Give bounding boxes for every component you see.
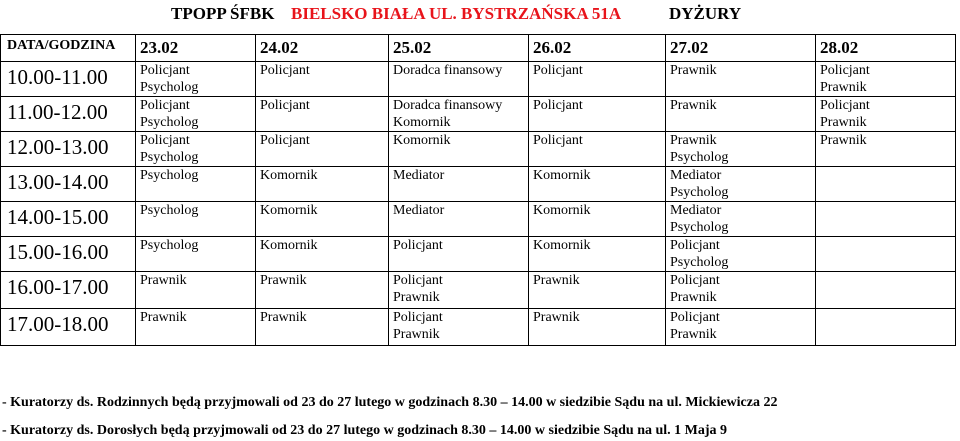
specialist-entry: Policjant bbox=[670, 310, 720, 325]
specialist-entry: Mediator bbox=[393, 203, 445, 218]
specialist-entry: Psycholog bbox=[670, 255, 729, 270]
specialist-entry: Prawnik bbox=[670, 63, 717, 78]
specialist-entry: Policjant bbox=[140, 63, 190, 78]
schedule-cell bbox=[816, 132, 956, 167]
schedule-cell bbox=[136, 309, 256, 346]
specialist-entry: Komornik bbox=[260, 238, 318, 253]
schedule-cell bbox=[256, 97, 389, 132]
schedule-cell bbox=[136, 62, 256, 97]
schedule-cell bbox=[529, 132, 666, 167]
schedule-cell bbox=[816, 202, 956, 237]
specialist-entry: Policjant bbox=[260, 98, 310, 113]
specialist-entry: Komornik bbox=[533, 238, 591, 253]
table-row bbox=[1, 62, 956, 97]
specialist-entry: Psycholog bbox=[670, 220, 729, 235]
table-row bbox=[1, 97, 956, 132]
schedule-cell bbox=[816, 62, 956, 97]
schedule-cell bbox=[816, 272, 956, 309]
specialist-entry: Prawnik bbox=[820, 80, 867, 95]
time-slot: 13.00-14.00 bbox=[1, 167, 136, 202]
specialist-entry: Psycholog bbox=[140, 80, 199, 95]
date-header: 23.02 bbox=[136, 35, 256, 62]
schedule-cell bbox=[529, 62, 666, 97]
schedule-cell bbox=[529, 202, 666, 237]
schedule-cell bbox=[389, 202, 529, 237]
schedule-cell bbox=[136, 237, 256, 272]
specialist-entry: Prawnik bbox=[393, 290, 440, 305]
specialist-entry: Mediator bbox=[393, 168, 445, 183]
schedule-cell bbox=[256, 132, 389, 167]
specialist-entry: Policjant bbox=[393, 310, 443, 325]
specialist-entry: Policjant bbox=[533, 63, 583, 78]
schedule-cell bbox=[136, 167, 256, 202]
specialist-entry: Policjant bbox=[260, 63, 310, 78]
specialist-entry: Prawnik bbox=[670, 133, 717, 148]
table-row bbox=[1, 237, 956, 272]
schedule-cell bbox=[389, 167, 529, 202]
specialist-entry: Psycholog bbox=[140, 238, 199, 253]
specialist-entry: Mediator bbox=[670, 203, 722, 218]
date-header: 26.02 bbox=[529, 35, 666, 62]
table-row bbox=[1, 272, 956, 309]
schedule-cell bbox=[256, 62, 389, 97]
time-slot: 10.00-11.00 bbox=[1, 62, 136, 97]
table-header-row bbox=[1, 35, 956, 62]
specialist-entry: Komornik bbox=[393, 115, 451, 130]
specialist-entry: Prawnik bbox=[140, 273, 187, 288]
schedule-table bbox=[0, 34, 956, 346]
schedule-cell bbox=[136, 272, 256, 309]
schedule-cell bbox=[389, 62, 529, 97]
schedule-cell bbox=[389, 272, 529, 309]
schedule-cell bbox=[529, 167, 666, 202]
specialist-entry: Policjant bbox=[393, 238, 443, 253]
schedule-cell bbox=[256, 202, 389, 237]
schedule-cell bbox=[816, 97, 956, 132]
schedule-cell bbox=[816, 237, 956, 272]
specialist-entry: Prawnik bbox=[140, 310, 187, 325]
specialist-entry: Prawnik bbox=[533, 310, 580, 325]
schedule-cell bbox=[136, 132, 256, 167]
corner-label: DATA/GODZINA bbox=[1, 35, 136, 62]
date-header: 28.02 bbox=[816, 35, 956, 62]
specialist-entry: Psycholog bbox=[670, 185, 729, 200]
specialist-entry: Doradca finansowy bbox=[393, 63, 503, 78]
schedule-cell bbox=[389, 309, 529, 346]
table-row bbox=[1, 132, 956, 167]
time-slot: 15.00-16.00 bbox=[1, 237, 136, 272]
specialist-entry: Psycholog bbox=[140, 150, 199, 165]
specialist-entry: Mediator bbox=[670, 168, 722, 183]
note-adult-curators: - Kuratorzy ds. Dorosłych będą przyjmowali od 23 do 27 lutego w godzinach 8.30 – 14.00 w siedzibie Sądu na ul. 1 Maja 9 bbox=[2, 423, 728, 438]
page-header bbox=[0, 4, 960, 26]
schedule-cell bbox=[816, 167, 956, 202]
schedule-cell bbox=[256, 309, 389, 346]
specialist-entry: Prawnik bbox=[533, 273, 580, 288]
schedule-cell bbox=[529, 272, 666, 309]
table-row bbox=[1, 167, 956, 202]
specialist-entry: Policjant bbox=[533, 133, 583, 148]
time-slot: 17.00-18.00 bbox=[1, 309, 136, 346]
schedule-cell bbox=[529, 237, 666, 272]
time-slot: 11.00-12.00 bbox=[1, 97, 136, 132]
specialist-entry: Psycholog bbox=[140, 203, 199, 218]
time-slot: 12.00-13.00 bbox=[1, 132, 136, 167]
specialist-entry: Policjant bbox=[533, 98, 583, 113]
specialist-entry: Prawnik bbox=[260, 310, 307, 325]
schedule-cell bbox=[389, 237, 529, 272]
specialist-entry: Policjant bbox=[260, 133, 310, 148]
schedule-cell bbox=[389, 97, 529, 132]
specialist-entry: Doradca finansowy bbox=[393, 98, 503, 113]
schedule-cell bbox=[666, 272, 816, 309]
specialist-entry: Prawnik bbox=[670, 98, 717, 113]
specialist-entry: Komornik bbox=[260, 203, 318, 218]
table-row bbox=[1, 309, 956, 346]
specialist-entry: Policjant bbox=[670, 238, 720, 253]
specialist-entry: Prawnik bbox=[820, 115, 867, 130]
specialist-entry: Policjant bbox=[820, 98, 870, 113]
schedule-cell bbox=[666, 132, 816, 167]
schedule-cell bbox=[666, 97, 816, 132]
specialist-entry: Komornik bbox=[533, 203, 591, 218]
specialist-entry: Policjant bbox=[140, 133, 190, 148]
specialist-entry: Psycholog bbox=[670, 150, 729, 165]
schedule-cell bbox=[389, 132, 529, 167]
specialist-entry: Psycholog bbox=[140, 115, 199, 130]
address: BIELSKO BIAŁA UL. BYSTRZAŃSKA 51A bbox=[291, 4, 622, 23]
specialist-entry: Prawnik bbox=[820, 133, 867, 148]
schedule-cell bbox=[816, 309, 956, 346]
specialist-entry: Policjant bbox=[820, 63, 870, 78]
schedule-cell bbox=[256, 167, 389, 202]
schedule-cell bbox=[666, 237, 816, 272]
schedule-cell bbox=[529, 97, 666, 132]
specialist-entry: Psycholog bbox=[140, 168, 199, 183]
date-header: 24.02 bbox=[256, 35, 389, 62]
specialist-entry: Prawnik bbox=[670, 290, 717, 305]
schedule-cell bbox=[136, 97, 256, 132]
date-header: 27.02 bbox=[666, 35, 816, 62]
schedule-cell bbox=[136, 202, 256, 237]
organization-name: TPOPP ŚFBK bbox=[171, 4, 275, 23]
specialist-entry: Prawnik bbox=[670, 327, 717, 342]
schedule-cell bbox=[529, 309, 666, 346]
specialist-entry: Komornik bbox=[393, 133, 451, 148]
date-header: 25.02 bbox=[389, 35, 529, 62]
schedule-cell bbox=[666, 202, 816, 237]
schedule-cell bbox=[666, 62, 816, 97]
note-family-curators: - Kuratorzy ds. Rodzinnych będą przyjmowali od 23 do 27 lutego w godzinach 8.30 – 14.00 w siedzibie Sądu na ul. Mickiewicza 22 bbox=[2, 395, 778, 410]
specialist-entry: Komornik bbox=[260, 168, 318, 183]
schedule-cell bbox=[256, 237, 389, 272]
table-row bbox=[1, 202, 956, 237]
specialist-entry: Prawnik bbox=[393, 327, 440, 342]
specialist-entry: Policjant bbox=[140, 98, 190, 113]
schedule-cell bbox=[666, 309, 816, 346]
specialist-entry: Policjant bbox=[393, 273, 443, 288]
duty-title: DYŻURY bbox=[669, 4, 742, 23]
schedule-cell bbox=[666, 167, 816, 202]
schedule-cell bbox=[256, 272, 389, 309]
time-slot: 14.00-15.00 bbox=[1, 202, 136, 237]
specialist-entry: Prawnik bbox=[260, 273, 307, 288]
time-slot: 16.00-17.00 bbox=[1, 272, 136, 309]
specialist-entry: Komornik bbox=[533, 168, 591, 183]
specialist-entry: Policjant bbox=[670, 273, 720, 288]
